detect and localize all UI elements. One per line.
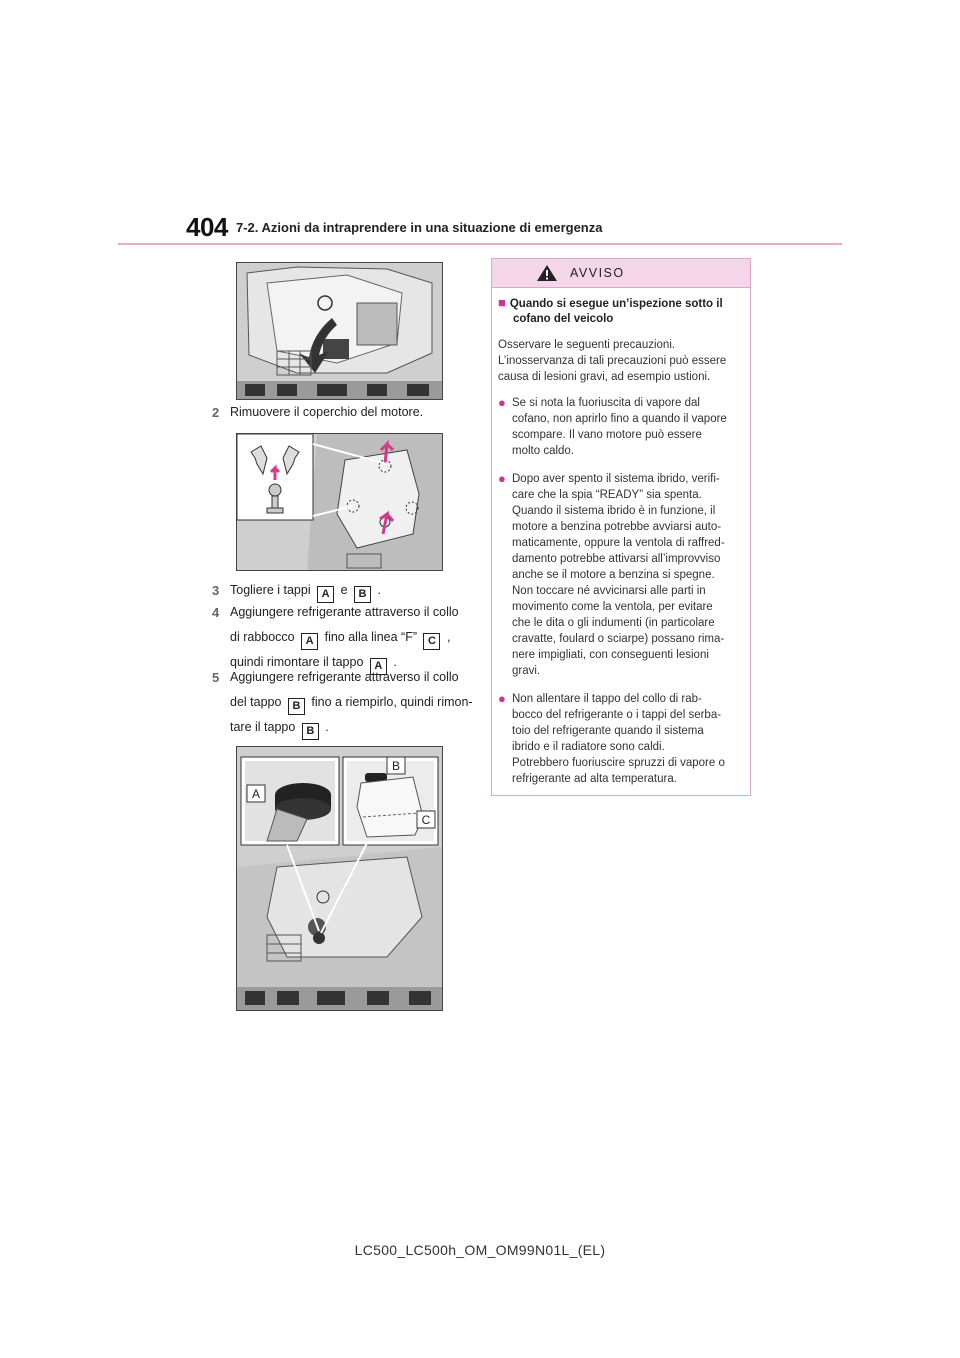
callout-b: B <box>288 698 305 715</box>
footer-manual-code: LC500_LC500h_OM_OM99N01L_(EL) <box>354 1242 606 1258</box>
step-text: , <box>446 630 451 644</box>
step-5 <box>212 665 473 740</box>
callout-a: A <box>317 586 334 603</box>
engine-cover-clips-figure <box>236 433 443 571</box>
step-number: 4 <box>212 605 220 620</box>
step-text: . <box>377 583 381 597</box>
step-text: quindi rimontare il tappo <box>230 655 364 669</box>
square-bullet-icon: ■ <box>498 295 506 310</box>
step-2 <box>212 400 423 425</box>
engine-bay-figure-1 <box>236 262 443 400</box>
step-text: Togliere i tappi <box>230 583 311 597</box>
warning-header <box>492 259 750 288</box>
warning-bullet-3: ● Non allentare il tappo del collo di rab- bocco del refrigerante o i tappi del serba- toio del refrigerante quando il sistema ibrido e il radiatore sono caldi. Potrebbero fuoriuscire spruzzi di vapore o refrigerante ad alta temperatura. <box>498 691 725 785</box>
callout-b: B <box>302 723 319 740</box>
step-text: Rimuovere il coperchio del motore. <box>230 405 424 419</box>
callout-a: A <box>301 633 318 650</box>
step-text: di rabbocco <box>230 630 295 644</box>
step-number: 5 <box>212 670 220 685</box>
warning-intro: Osservare le seguenti precauzioni. L’inosservanza di tali precauzioni può essere causa di lesioni gravi, ad esempio ustioni. <box>498 339 727 383</box>
callout-a: A <box>370 658 387 675</box>
warning-box <box>491 258 751 796</box>
step-number: 3 <box>212 583 220 598</box>
step-text: Aggiungere refrigerante attraverso il collo <box>230 605 459 619</box>
step-text: fino alla linea “F” <box>324 630 417 644</box>
bullet-dot-icon: ● <box>498 691 506 706</box>
warning-heading: AVVISO <box>570 266 625 280</box>
step-4 <box>212 600 459 675</box>
warning-triangle-icon <box>536 264 558 282</box>
bullet-dot-icon: ● <box>498 471 506 486</box>
figure-label-a: A <box>251 787 261 801</box>
figure-label-b: B <box>391 759 401 773</box>
step-text: . <box>393 655 397 669</box>
callout-b: B <box>354 586 371 603</box>
coolant-caps-figure <box>236 746 443 1011</box>
step-text: e <box>340 583 348 597</box>
section-title: 7-2. Azioni da intraprendere in una situazione di emergenza <box>236 220 603 235</box>
warning-bullet-2: ● Dopo aver spento il sistema ibrido, verifi- care che la spia “READY” sia spenta. Quando il sistema ibrido è in funzione, il motore a benzina potrebbe avviarsi auto- maticamente, oppure la ventola di raffred- damento potrebbe attivarsi all’improvviso anche se il motore a benzina si spegne. Non toccare né avvicinarsi alle parti in movimento come la ventola, per evitare che le dita o gli indumenti (in particolare cravatte, foulard o sciarpe) possano rima- nere impigliati, con conseguenti lesioni gravi. <box>498 471 725 677</box>
page-number: 404 <box>186 212 228 242</box>
figure-label-c: C <box>421 813 431 827</box>
step-text: del tappo <box>230 695 282 709</box>
warning-title: ■ Quando si esegue un’ispezione sotto il cofano del veicolo <box>498 295 723 325</box>
step-text: tare il tappo <box>230 720 296 734</box>
step-text: Aggiungere refrigerante attraverso il collo <box>230 670 459 684</box>
bullet-dot-icon: ● <box>498 395 506 410</box>
callout-c: C <box>423 633 440 650</box>
header-rule <box>118 243 842 245</box>
warning-bullet-1: ● Se si nota la fuoriuscita di vapore dal cofano, non aprirlo fino a quando il vapore scompare. Il vano motore può essere molto caldo. <box>498 395 727 457</box>
step-text: . <box>325 720 329 734</box>
step-number: 2 <box>212 405 220 420</box>
step-text: fino a riempirlo, quindi rimon- <box>311 695 473 709</box>
